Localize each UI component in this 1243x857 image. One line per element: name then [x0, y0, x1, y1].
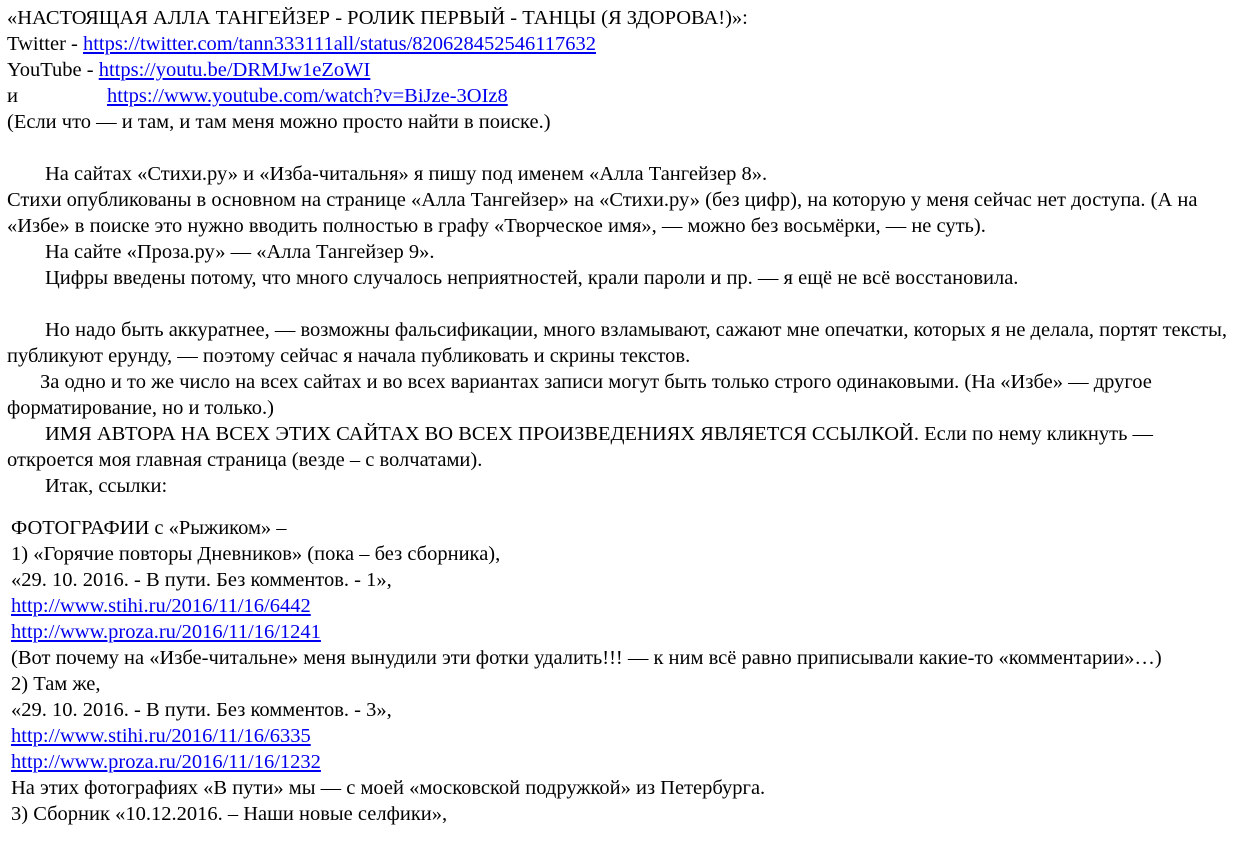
intro-paragraph-4: Цифры введены потому, что много случалось неприятностей, крали пароли и пр. — я ещё не всё восстановила. — [45, 267, 1019, 289]
search-note: (Если что — и там, и там меня можно просто найти в поиске.) — [7, 111, 551, 133]
item-1-stihi-link[interactable]: http://www.stihi.ru/2016/11/16/6442 — [11, 595, 311, 617]
youtube-link-full[interactable]: https://www.youtube.com/watch?v=BiJze-3OIz8 — [107, 85, 508, 107]
intro-paragraph-3: На сайте «Проза.ру» — «Алла Тангейзер 9». — [45, 241, 435, 263]
item-2-link-line-1 — [11, 723, 1239, 749]
twitter-link[interactable]: https://twitter.com/tann333111all/status/820628452546117632 — [82, 33, 597, 55]
twitter-label: Twitter - — [7, 33, 83, 55]
intro-paragraph-5: Но надо быть аккуратнее, — возможны фальсификации, много взламывают, сажают мне опечатки, которых я не делала, портят тексты, публикуют ерунду, — поэтому сейчас я начала публиковать и скрины текстов. — [7, 319, 1228, 367]
item-1-link-line-1 — [11, 593, 1239, 619]
item-2-subtitle: «29. 10. 2016. - В пути. Без комментов. - 3», — [11, 699, 392, 721]
item-3-title: 3) Сборник «10.12.2016. – Наши новые селфики», — [11, 803, 448, 825]
item-1-subtitle: «29. 10. 2016. - В пути. Без комментов. - 1», — [11, 569, 392, 591]
spacer — [7, 499, 1239, 515]
intro-paragraph-7: ИМЯ АВТОРА НА ВСЕХ ЭТИХ САЙТАХ ВО ВСЕХ ПРОИЗВЕДЕНИЯХ ЯВЛЯЕТСЯ ССЫЛКОЙ. Если по нему кликнуть — откроется моя главная страница (везде – с волчатами). — [7, 423, 1154, 471]
youtube-line — [7, 57, 1239, 83]
intro-paragraph-1: На сайтах «Стихи.ру» и «Изба-читальня» я пишу под именем «Алла Тангейзер 8». — [45, 163, 768, 185]
item-2-proza-link[interactable]: http://www.proza.ru/2016/11/16/1232 — [11, 751, 321, 773]
document-page — [7, 5, 1239, 827]
item-2-note: На этих фотографиях «В пути» мы — с моей «московской подружкой» из Петербурга. — [11, 777, 766, 799]
intro-paragraph-8: Итак, ссылки: — [45, 475, 168, 497]
item-2-title: 2) Там же, — [11, 673, 101, 695]
youtube-label: YouTube - — [7, 59, 99, 81]
photos-section — [7, 515, 1239, 827]
twitter-line — [7, 31, 1239, 57]
item-1-link-line-2 — [11, 619, 1239, 645]
intro-paragraph-6: За одно и то же число на всех сайтах и во всех вариантах записи могут быть только строго одинаковыми. (На «Избе» — другое форматирование, но и только.) — [7, 371, 1152, 419]
video-title: «НАСТОЯЩАЯ АЛЛА ТАНГЕЙЗЕР - РОЛИК ПЕРВЫЙ - ТАНЦЫ (Я ЗДОРОВА!)»: — [7, 7, 748, 29]
youtube-link-short[interactable]: https://youtu.be/DRMJw1eZoWI — [98, 59, 371, 81]
spacer — [7, 135, 1239, 161]
photos-heading: ФОТОГРАФИИ с «Рыжиком» – — [11, 517, 287, 539]
intro-paragraph-2: Стихи опубликованы в основном на странице «Алла Тангейзер» на «Стихи.ру» (без цифр), на которую у меня сейчас нет доступа. (А на «Избе» в поиске это нужно вводить полностью в графу «Творческое имя», — можно без восьмёрки, — не суть). — [7, 189, 1198, 237]
item-2-link-line-2 — [11, 749, 1239, 775]
item-1-note: (Вот почему на «Избе-читальне» меня вынудили эти фотки удалить!!! — к ним всё равно приписывали какие-то «комментарии»…) — [11, 647, 1162, 669]
item-1-proza-link[interactable]: http://www.proza.ru/2016/11/16/1241 — [11, 621, 321, 643]
youtube-line-2 — [7, 83, 1239, 109]
spacer — [7, 291, 1239, 317]
and-label: и — [7, 85, 18, 107]
item-1-title: 1) «Горячие повторы Дневников» (пока – без сборника), — [11, 543, 501, 565]
item-2-stihi-link[interactable]: http://www.stihi.ru/2016/11/16/6335 — [11, 725, 311, 747]
